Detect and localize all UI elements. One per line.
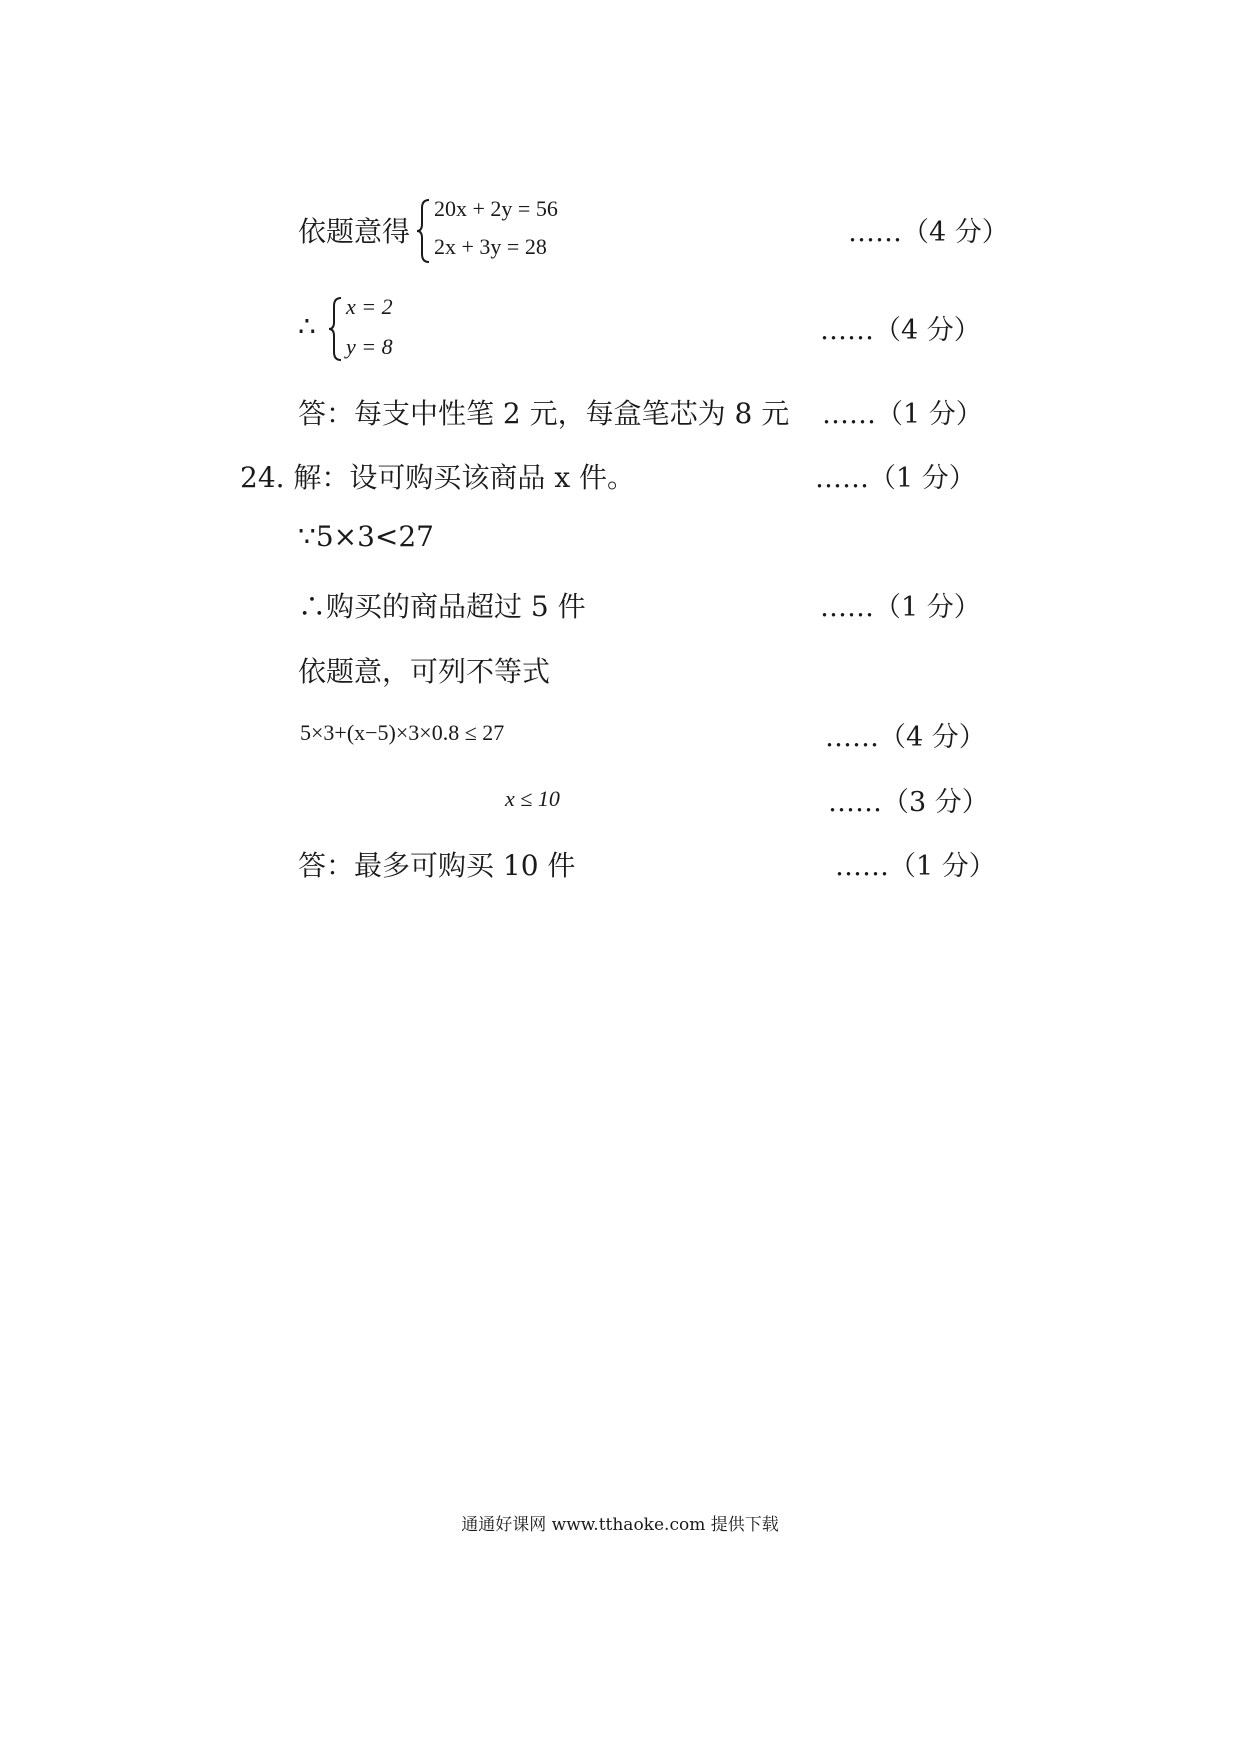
solution-x: x = 2 xyxy=(346,294,393,319)
score-line-9: ……（3 分） xyxy=(828,787,989,818)
inequality-result: x ≤ 10 xyxy=(505,786,560,811)
inequality-intro: 依题意，可列不等式 xyxy=(298,655,551,688)
score-line-4: ……（1 分） xyxy=(815,463,976,494)
score-line-8: ……（4 分） xyxy=(825,722,986,753)
because-statement: ∵5×3<27 xyxy=(298,520,434,553)
problem-24-intro: 24. 解：设可购买该商品 x 件。 xyxy=(240,461,636,494)
answer-23: 答：每支中性笔 2 元，每盒笔芯为 8 元 xyxy=(298,397,790,430)
score-line-3: ……（1 分） xyxy=(822,399,983,430)
equation-intro: 依题意得 xyxy=(298,215,411,248)
equation-1: 20x + 2y = 56 xyxy=(434,196,558,221)
score-line-10: ……（1 分） xyxy=(835,851,996,882)
page-footer: 通通好课网 www.tthaoke.com 提供下载 xyxy=(461,1515,779,1535)
score-line-6: ……（1 分） xyxy=(820,592,981,623)
equation-2: 2x + 3y = 28 xyxy=(434,234,547,259)
score-line-1: ……（4 分） xyxy=(848,217,1009,248)
left-brace-icon xyxy=(328,296,342,362)
therefore-statement: ∴购买的商品超过 5 件 xyxy=(298,590,586,623)
answer-24: 答：最多可购买 10 件 xyxy=(298,849,576,882)
score-line-2: ……（4 分） xyxy=(820,315,981,346)
inequality: 5×3+(x−5)×3×0.8 ≤ 27 xyxy=(300,720,505,745)
solution-y: y = 8 xyxy=(346,334,393,359)
therefore-symbol: ∴ xyxy=(298,310,316,343)
left-brace-icon xyxy=(416,198,430,264)
